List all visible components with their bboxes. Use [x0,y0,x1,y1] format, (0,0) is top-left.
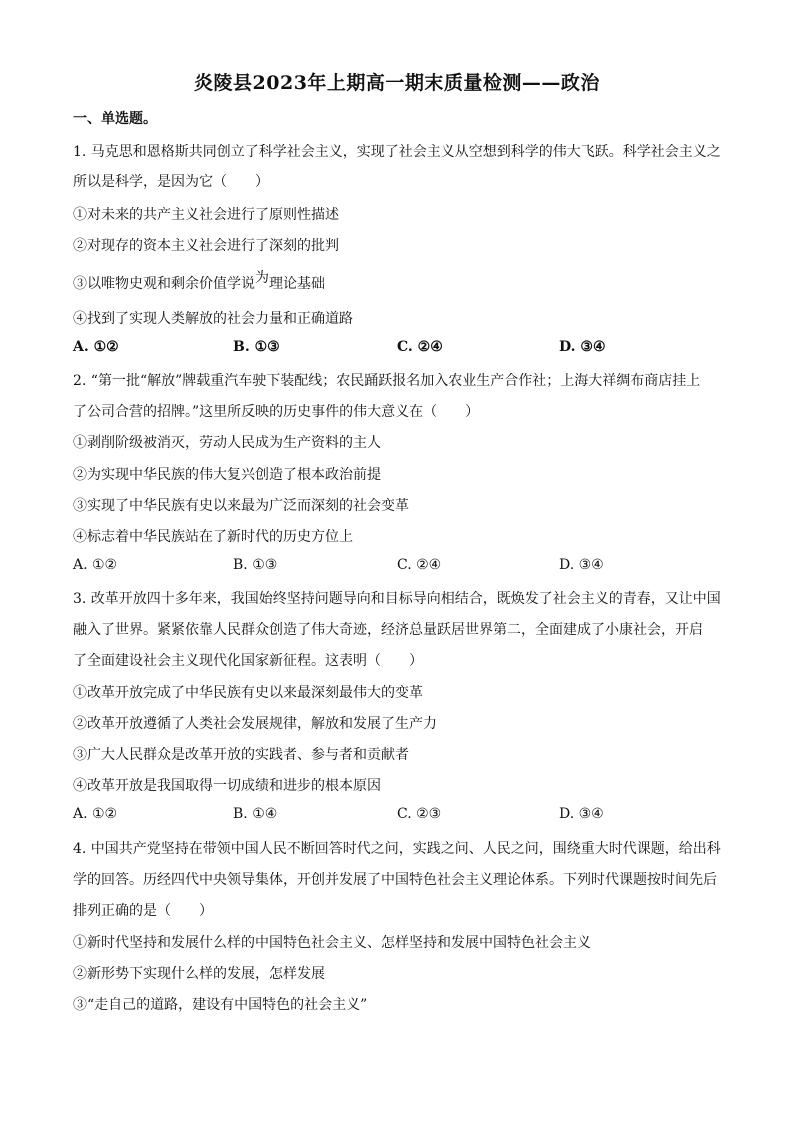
q3-stem-line-1: 3. 改革开放四十多年来，我国始终坚持问题导向和目标导向相结合，既焕发了社会主义的青春，又让中国 [73,591,721,607]
q1-option-b[interactable]: B. ①③ [233,339,280,355]
q2-option-b[interactable]: B. ①③ [233,557,278,573]
q3-option-c[interactable]: C. ②③ [397,806,442,822]
q1-option-d[interactable]: D. ③④ [559,339,606,355]
q1-stem-line-2: 所以是科学，是因为它（ ） [73,174,269,190]
q1-stem-line-1: 1. 马克思和恩格斯共同创立了科学社会主义，实现了社会主义从空想到科学的伟大飞跃。科学社会主义之 [73,144,721,160]
q2-options [73,557,733,577]
q2-option-d[interactable]: D. ③④ [559,557,604,573]
q4-stem-line-2: 学的回答。历经四代中央领导集体，开创并发展了中国特色社会主义理论体系。下列时代课题按时间先后 [73,872,717,888]
q1-option-c[interactable]: C. ②④ [397,339,443,355]
q2-stem-line-2: 了公司合营的招牌。”这里所反映的历史事件的伟大意义在（ ） [73,404,480,420]
q3-statement-2: ②改革开放遵循了人类社会发展规律，解放和发展了生产力 [73,716,437,732]
q1-statement-3 [73,270,733,293]
q1-statement-1: ①对未来的共产主义社会进行了原则性描述 [73,207,339,223]
q2-statement-1: ①剥削阶级被消灭，劳动人民成为生产资料的主人 [73,435,381,451]
q1-options [73,339,733,359]
q3-stem-line-3: 了全面建设社会主义现代化国家新征程。这表明（ ） [73,653,423,669]
q1-statement-4: ④找到了实现人类解放的社会力量和正确道路 [73,311,353,327]
section-heading: 一、单选题。 [73,111,157,127]
q1-statement-3-pre: ③以唯物史观和剩余价值学说 [73,276,255,292]
q4-stem-line-1: 4. 中国共产党坚持在带领中国人民不断回答时代之问，实践之问、人民之问，围绕重大时代课题，给出科 [73,841,721,857]
q3-option-d[interactable]: D. ③④ [559,806,604,822]
q3-options [73,806,733,826]
q2-statement-2: ②为实现中华民族的伟大复兴创造了根本政治前提 [73,467,381,483]
q4-statement-3: ③“走自己的道路，建设有中国特色的社会主义” [73,997,368,1013]
q4-statement-2: ②新形势下实现什么样的发展，怎样发展 [73,966,325,982]
q3-statement-4: ④改革开放是我国取得一切成绩和进步的根本原因 [73,778,381,794]
q1-statement-3-raised: 为 [255,270,269,286]
q1-statement-2: ②对现存的资本主义社会进行了深刻的批判 [73,238,339,254]
q2-option-a[interactable]: A. ①② [73,557,118,573]
q4-statement-1: ①新时代坚持和发展什么样的中国特色社会主义、怎样坚持和发展中国特色社会主义 [73,935,591,951]
q1-option-a[interactable]: A. ①② [73,339,119,355]
q3-stem-line-2: 融入了世界。紧紧依靠人民群众创造了伟大奇迹，经济总量跃居世界第二，全面建成了小康社会，开启 [73,622,703,638]
q2-stem-line-1: 2. “第一批“解放”牌载重汽车驶下装配线；农民踊跃报名加入农业生产合作社；上海大祥绸布商店挂上 [73,373,701,389]
q2-option-c[interactable]: C. ②④ [397,557,442,573]
q1-statement-3-post: 理论基础 [269,276,325,292]
q3-option-a[interactable]: A. ①② [73,806,118,822]
q3-option-b[interactable]: B. ①④ [233,806,278,822]
q3-statement-1: ①改革开放完成了中华民族有史以来最深刻最伟大的变革 [73,685,423,701]
q3-statement-3: ③广大人民群众是改革开放的实践者、参与者和贡献者 [73,747,409,763]
q4-stem-line-3: 排列正确的是（ ） [73,903,213,919]
exam-title: 炎陵县2023年上期高一期末质量检测——政治 [194,72,600,94]
q2-statement-3: ③实现了中华民族有史以来最为广泛而深刻的社会变革 [73,498,409,514]
q2-statement-4: ④标志着中华民族站在了新时代的历史方位上 [73,529,353,545]
